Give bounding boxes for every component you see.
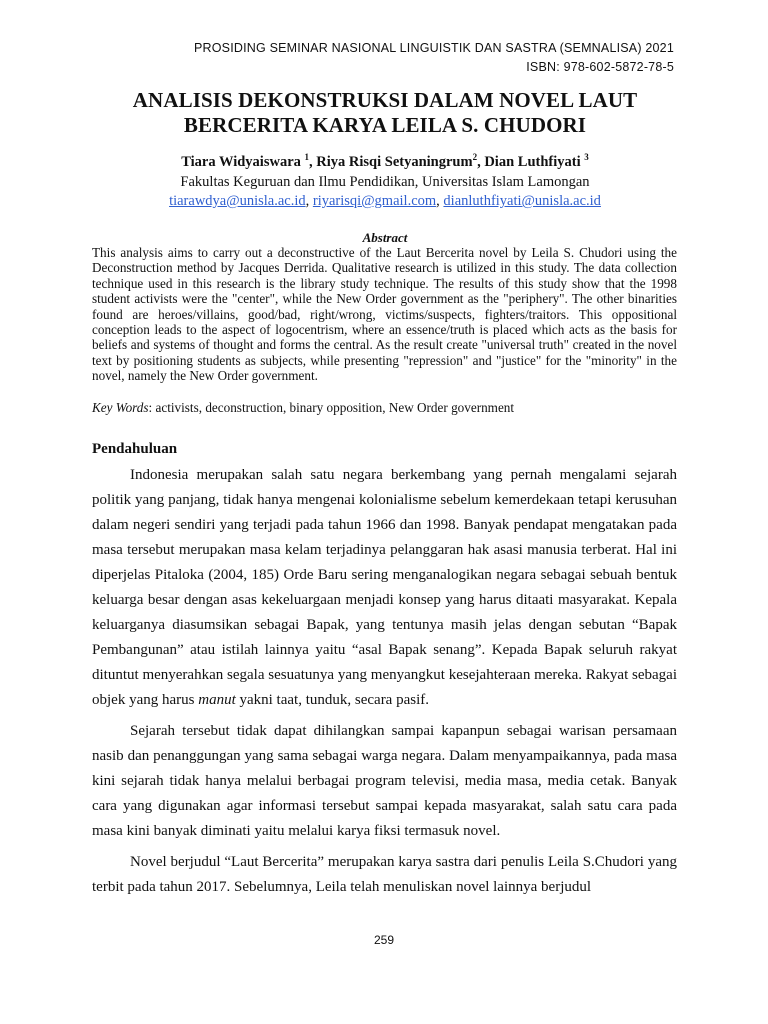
conference-header: PROSIDING SEMINAR NASIONAL LINGUISTIK DAN SASTRA (SEMNALISA) 2021 [193,41,674,55]
email-link[interactable]: tiarawdya@unisla.ac.id [169,193,306,209]
italic-term: manut [198,692,236,708]
page-number: 259 [373,933,395,947]
paragraph-text: yakni taat, tunduk, secara pasif. [235,692,429,708]
keywords-text: : activists, deconstruction, binary opposition, New Order government [148,400,515,415]
author-affiliation-mark: 1 [304,152,310,162]
author-name: Riya Risqi Setyaningrum [316,153,473,170]
body-paragraph: Novel berjudul “Laut Bercerita” merupakan karya sastra dari penulis Leila S.Chudori yang terbit pada tahun 2017. Sebelumnya, Leila telah menuliskan novel lainnya berjudul [92,854,677,895]
abstract-heading: Abstract [362,230,408,245]
body-paragraph [92,463,677,713]
author-affiliation-mark: 3 [584,152,589,162]
author-name: Tiara Widyaiswara [181,153,301,170]
title-line-2: BERCERITA KARYA LEILA S. CHUDORI [183,113,587,137]
paragraph-text: Indonesia merupakan salah satu negara berkembang yang pernah mengalami sejarah politik yang panjang, tidak hanya mengenai kolonialisme sebelum kemerdekaan tetapi kerusuhan dalam negeri sendiri yang terjadi pada tahun 1966 dan 1998. Banyak pendapat mengatakan pada masa tersebut merupakan masa kelam terjadinya pelanggaran hak asasi manusia terberat. Hal ini diperjelas Pitaloka (2004, 185) Orde Baru sering menganalogikan negara sebagai sebuah bentuk keluarga besar dengan asas kekeluargaan menjadi konsep yang harus ditaati masyarakat. Kepala keluarganya diasumsikan sebagai Bapak, yang tentunya masih jelas dengan sebutan “Bapak Pembangunan” atau istilah lainnya yaitu “asal Bapak senang”. Kepada Bapak seluruh rakyat dituntut menyerahkan segala sesuatunya yang menyangkut kesejahteraan mereka. Rakyat sebagai objek yang harus [92,467,677,708]
email-link[interactable]: riyarisqi@gmail.com [312,193,437,209]
title-line-1: ANALISIS DEKONSTRUKSI DALAM NOVEL LAUT [132,88,638,112]
body-paragraph: Sejarah tersebut tidak dapat dihilangkan sampai kapanpun sebagai warisan persamaan nasib dan penanggungan yang sama sebagai warga negara. Dalam menyampaikannya, pada masa kini sejarah tidak hanya melalui berbagai program televisi, media masa, media cetak. Banyak cara yang digunakan agar informasi tersebut sampai kepada masyarakat, salah satu cara pada masa kini banyak diminati yaitu melalui karya fiksi termasuk novel. [92,723,677,839]
author-affiliation-mark: 2 [472,152,478,162]
affiliation: Fakultas Keguruan dan Ilmu Pendidikan, Universitas Islam Lamongan [180,174,590,190]
paper-title [90,88,680,138]
email-list: tiarawdya@unisla.ac.id, riyarisqi@gmail.com, dianluthfiyati@unisla.ac.id [169,193,601,209]
abstract-text: This analysis aims to carry out a deconstructive of the Laut Bercerita novel by Leila S. Chudori using the Deconstruction method by Jacques Derrida. Qualitative research is utilized in this study. The data collection technique used in this research is the library study technique. The results of this study show that the 1998 student activists were the "center", while the New Order government as the "periphery". The other binarities found are heroes/villains, good/bad, right/wrong, victims/suspects, fighters/traitors. This oppositional conception leads to the aspect of logocentrism, where an essence/truth is placed which acts as the basis for beliefs and systems of thought and forms the central. As the result create "universal truth" created in the novel text by positioning students as subjects, while presenting "repression" and "justice" for the "minority" in the novel, namely the New Order government. [92,245,677,384]
isbn-header: ISBN: 978-602-5872-78-5 [526,60,674,74]
author-name: Dian Luthfiyati [484,153,581,170]
section-body [92,463,677,906]
email-link[interactable]: dianluthfiyati@unisla.ac.id [443,193,601,209]
section-heading: Pendahuluan [92,441,178,457]
keywords [92,400,677,416]
author-list: Tiara Widyaiswara $^1$, Riya Risqi Setyaningrum$^2$, Dian Luthfiyati $^3$ [181,152,589,170]
keywords-label: Key Words [92,400,149,415]
